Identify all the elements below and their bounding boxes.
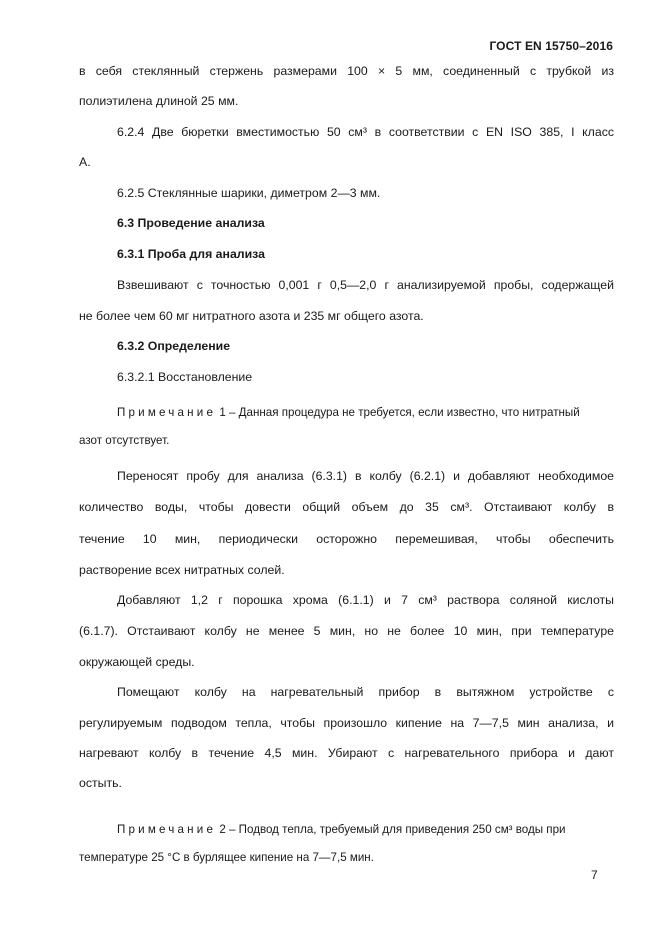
text-line: регулируемым подводом тепла, чтобы произошло кипение на 7—7,5 мин анализа, и <box>79 716 614 730</box>
note-2 <box>117 823 614 837</box>
text-line: не более чем 60 мг нитратного азота и 235 мг общего азота. <box>79 309 424 323</box>
text-line: окружающей среды. <box>79 655 195 669</box>
clause-6-2-4: 6.2.4 Две бюретки вместимостью 50 см³ в соответствии с EN ISO 385, I класс <box>117 125 614 139</box>
note-label: Примечание <box>117 823 217 836</box>
text-line: растворение всех нитратных солей. <box>79 563 285 577</box>
text-line: А. <box>79 155 91 169</box>
text-line: Взвешивают с точностью 0,001 г 0,5—2,0 г анализируемой пробы, содержащей <box>117 278 614 292</box>
note-text: 1 – Данная процедура не требуется, если известно, что нитратный <box>216 406 580 419</box>
section-heading-6-3: 6.3 Проведение анализа <box>117 216 265 230</box>
note-label: Примечание <box>117 406 217 419</box>
text-line: нагревают колбу в течение 4,5 мин. Убирают с нагревательного прибора и дают <box>79 746 614 760</box>
text-line: остыть. <box>79 776 122 790</box>
text-line: (6.1.7). Отстаивают колбу не менее 5 мин, но не более 10 мин, при температуре <box>79 624 614 638</box>
text-line: количество воды, чтобы довести общий объем до 35 см³. Отстаивают колбу в <box>79 500 614 514</box>
note-text: 2 – Подвод тепла, требуемый для приведения 250 см³ воды при <box>216 823 566 836</box>
note-1 <box>117 406 614 420</box>
page-number: 7 <box>591 868 598 882</box>
text-line: течение 10 мин, периодически осторожно перемешивая, чтобы обеспечить <box>79 532 614 546</box>
standard-header: ГОСТ EN 15750–2016 <box>489 39 613 53</box>
clause-6-2-5: 6.2.5 Стеклянные шарики, диметром 2—3 мм. <box>117 186 381 200</box>
note-1-continuation: азот отсутствует. <box>79 434 170 447</box>
text-line: в себя стеклянный стержень размерами 100 × 5 мм, соединенный с трубкой из <box>79 64 614 78</box>
note-2-continuation: температуре 25 °С в бурлящее кипение на 7—7,5 мин. <box>79 851 374 864</box>
subsection-title: 6.3.2.1 Восстановление <box>117 370 253 384</box>
text-line: Помещают колбу на нагревательный прибор в вытяжном устройстве с <box>117 685 614 699</box>
section-heading-6-3-2: 6.3.2 Определение <box>117 339 231 353</box>
section-heading-6-3-1: 6.3.1 Проба для анализа <box>117 247 265 261</box>
text-line: Переносят пробу для анализа (6.3.1) в колбу (6.2.1) и добавляют необходимое <box>117 469 614 483</box>
text-line: полиэтилена длиной 25 мм. <box>79 94 239 108</box>
text-line: Добавляют 1,2 г порошка хрома (6.1.1) и 7 см³ раствора соляной кислоты <box>117 593 614 607</box>
